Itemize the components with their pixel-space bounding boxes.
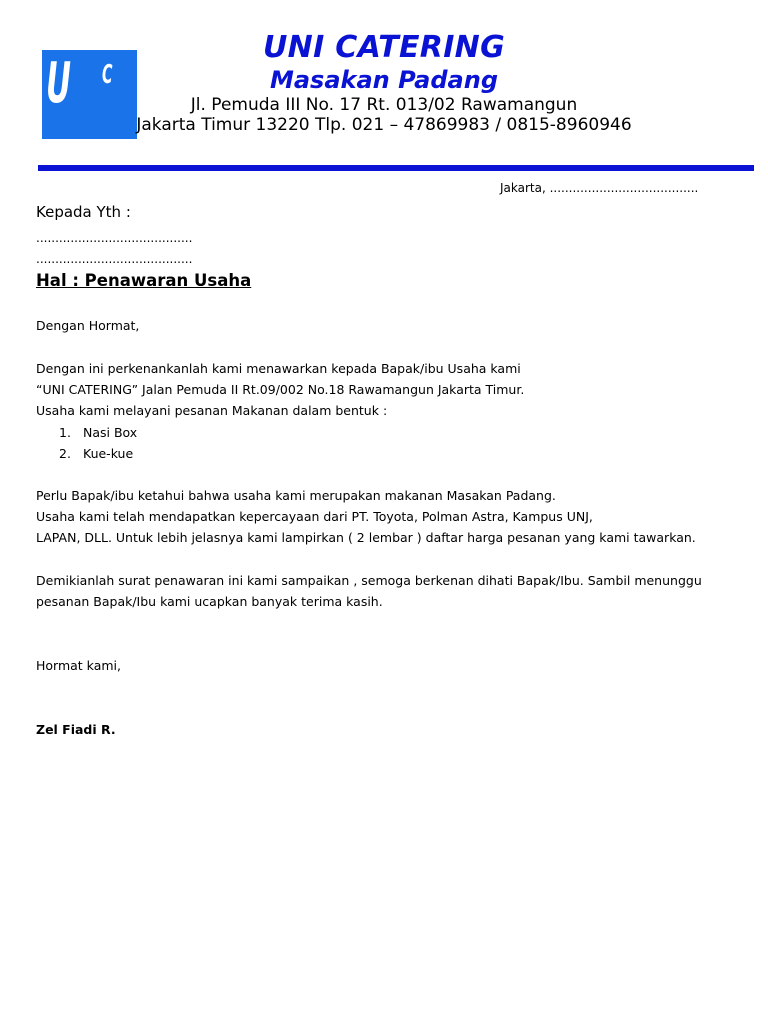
company-subtitle: Masakan Padang xyxy=(269,66,499,94)
para1-line-3: Usaha kami melayani pesanan Makanan dalam bentuk : xyxy=(36,403,388,418)
para3-line-2: pesanan Bapak/Ibu kami ucapkan banyak terima kasih. xyxy=(36,594,383,609)
recipient-line-2: ......................................... xyxy=(36,252,193,266)
list-item xyxy=(59,425,137,440)
address-line-2: Jakarta Timur 13220 Tlp. 021 – 47869983 / 0815-8960946 xyxy=(136,115,632,135)
signature-name: Zel Fiadi R. xyxy=(36,722,116,737)
header-divider xyxy=(38,165,754,171)
logo-letter-c: C xyxy=(102,60,113,90)
list-item-text: Kue-kue xyxy=(83,446,134,461)
logo-letter-u: U xyxy=(46,51,72,116)
subject-line: Hal : Penawaran Usaha xyxy=(36,271,252,290)
para1-line-1: Dengan ini perkenankanlah kami menawarkan kepada Bapak/ibu Usaha kami xyxy=(36,361,521,376)
greeting: Dengan Hormat, xyxy=(36,318,140,333)
para2-line-3: LAPAN, DLL. Untuk lebih jelasnya kami lampirkan ( 2 lembar ) daftar harga pesanan yang kami tawarkan. xyxy=(36,530,696,545)
list-item xyxy=(59,446,133,461)
list-item-text: Nasi Box xyxy=(83,425,138,440)
list-item-number: 1. xyxy=(59,425,71,440)
company-name: UNI CATERING xyxy=(263,30,505,65)
para2-line-1: Perlu Bapak/ibu ketahui bahwa usaha kami merupakan makanan Masakan Padang. xyxy=(36,488,556,503)
address-line-1: Jl. Pemuda III No. 17 Rt. 013/02 Rawamangun xyxy=(190,95,578,115)
para1-line-2: “UNI CATERING” Jalan Pemuda II Rt.09/002 No.18 Rawamangun Jakarta Timur. xyxy=(36,382,525,397)
para2-line-2: Usaha kami telah mendapatkan kepercayaan dari PT. Toyota, Polman Astra, Kampus UNJ, xyxy=(36,509,593,524)
recipient-line-1: ......................................... xyxy=(36,231,193,245)
para3-line-1: Demikianlah surat penawaran ini kami sampaikan , semoga berkenan dihati Bapak/Ibu. Sambil menunggu xyxy=(36,573,702,588)
list-item-number: 2. xyxy=(59,446,71,461)
closing: Hormat kami, xyxy=(36,658,121,673)
date-line: Jakarta, ....................................... xyxy=(500,181,699,195)
recipient-heading: Kepada Yth : xyxy=(36,203,131,221)
